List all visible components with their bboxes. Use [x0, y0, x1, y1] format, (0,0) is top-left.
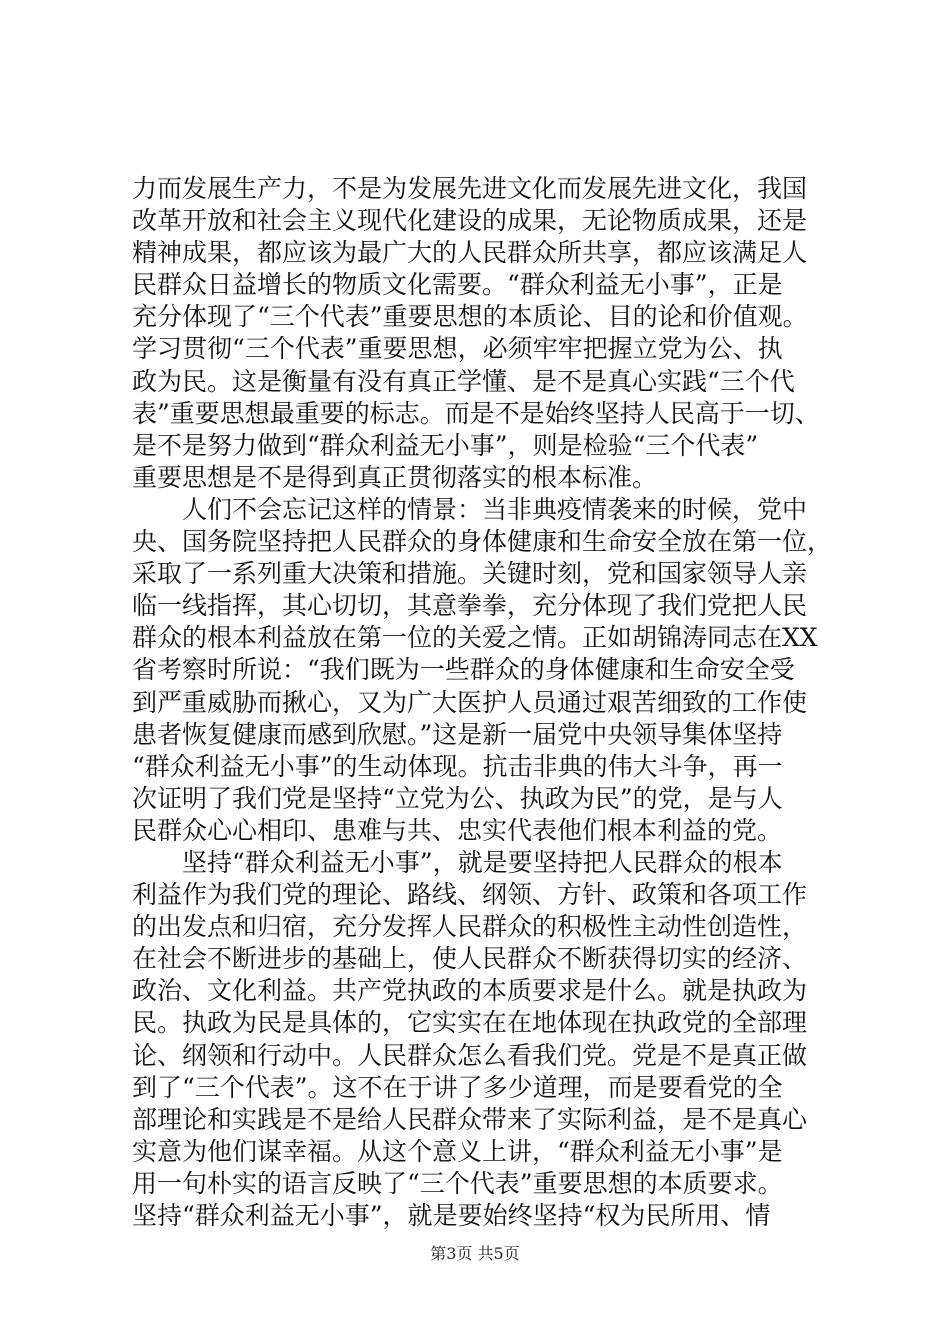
text-line: 重要思想是不是得到真正贯彻落实的根本标准。 [132, 462, 658, 492]
body-text [132, 173, 832, 1232]
text-line: 论、纲领和行动中。人民群众怎么看我们党。党是不是真正做 [132, 1040, 808, 1070]
text-line: 到了“三个代表”。这不在于讲了多少道理，而是要看党的全 [132, 1072, 783, 1102]
text-line: 坚持“群众利益无小事”，就是要始终坚持“权为民所用、情 [132, 1201, 771, 1230]
text-line: 民。执政为民是具体的，它实实在在地体现在执政党的全部理 [132, 1008, 808, 1038]
text-line: 利益作为我们党的理论、路线、纲领、方针、政策和各项工作 [132, 880, 808, 910]
page-footer: 第3页 共5页 [430, 1244, 520, 1263]
text-line: 是不是努力做到“群众利益无小事”，则是检验“三个代表” [132, 430, 759, 460]
text-line: 政治、文化利益。共产党执政的本质要求是什么。就是执政为 [132, 976, 808, 1006]
text-line: 表”重要思想最重要的标志。而是不是始终坚持人民高于一切、 [132, 398, 820, 428]
text-line: 政为民。这是衡量有没有真正学懂、是不是真心实践“三个代 [132, 366, 795, 396]
text-line: 力而发展生产力，不是为发展先进文化而发展先进文化，我国 [132, 174, 808, 203]
text-line: 采取了一系列重大决策和措施。关键时刻，党和国家领导人亲 [132, 559, 808, 589]
text-line: 充分体现了“三个代表”重要思想的本质论、目的论和价值观。 [132, 302, 808, 332]
text-line: 在社会不断进步的基础上，使人民群众不断获得切实的经济、 [132, 944, 808, 974]
text-line: 改革开放和社会主义现代化建设的成果，无论物质成果，还是 [132, 206, 808, 236]
text-line: 的出发点和归宿，充分发挥人民群众的积极性主动性创造性， [132, 912, 808, 942]
text-line: 患者恢复健康而感到欣慰。”这是新一届党中央领导集体坚持 [132, 719, 783, 749]
text-line: 民群众日益增长的物质文化需要。“群众利益无小事”，正是 [132, 270, 783, 300]
text-line: 坚持“群众利益无小事”，就是要坚持把人民群众的根本 [132, 847, 783, 877]
text-line: 实意为他们谋幸福。从这个意义上讲，“群众利益无小事”是 [132, 1136, 783, 1166]
text-line: 精神成果，都应该为最广大的人民群众所共享，都应该满足人 [132, 238, 808, 268]
text-line: 临一线指挥，其心切切，其意拳拳，充分体现了我们党把人民 [132, 591, 808, 621]
text-line: 次证明了我们党是坚持“立党为公、执政为民”的党，是与人 [132, 783, 783, 813]
text-line: 到严重威胁而揪心，又为广大医护人员通过艰苦细致的工作使 [132, 687, 808, 717]
text-line: 央、国务院坚持把人民群众的身体健康和生命安全放在第一位， [132, 527, 832, 557]
text-line: 人们不会忘记这样的情景：当非典疫情袭来的时候，党中 [132, 494, 808, 524]
text-line: 群众的根本利益放在第一位的关爱之情。正如胡锦涛同志在XX [132, 623, 818, 653]
text-line: “群众利益无小事”的生动体现。抗击非典的伟大斗争，再一 [132, 751, 783, 781]
text-line: 学习贯彻“三个代表”重要思想，必须牢牢把握立党为公、执 [132, 334, 783, 364]
text-line: 民群众心心相印、患难与共、忠实代表他们根本利益的党。 [132, 815, 783, 845]
text-line: 部理论和实践是不是给人民群众带来了实际利益，是不是真心 [132, 1104, 808, 1134]
text-line: 用一句朴实的语言反映了“三个代表”重要思想的本质要求。 [132, 1168, 783, 1198]
text-line: 省考察时所说：“我们既为一些群众的身体健康和生命安全受 [132, 655, 795, 685]
